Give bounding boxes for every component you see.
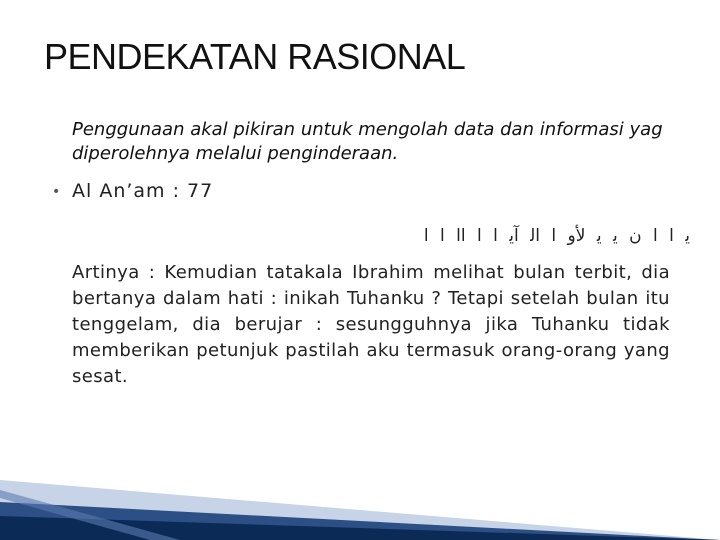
surah-reference: Al An’am : 77: [72, 180, 214, 202]
corner-decoration: [0, 450, 720, 540]
arabic-verse: ﻳ ﺍ ﺍ ﻥ ﻳ ﻳ ﻷﻭ ﺍ ﺍﻟ ﺁﻳ ﺍ ﺍ ﺍﺍ ﺍ ﺍ: [423, 226, 690, 246]
translation-text: Artinya : Kemudian tatakala Ibrahim melihat bulan terbit, dia bertanya dalam hati : inikah Tuhanku ? Tetapi setelah bulan itu tenggelam, dia berujar : sesungguhnya jika Tuhanku tidak memberikan petunjuk pastilah aku termasuk orang-orang yang sesat.: [72, 262, 670, 387]
slide-title: PENDEKATAN RASIONAL: [44, 36, 466, 77]
intro-text: Penggunaan akal pikiran untuk mengolah data dan informasi yag diperolehnya melalui penginderaan.: [72, 119, 663, 164]
bullet-marker: •: [52, 184, 61, 200]
